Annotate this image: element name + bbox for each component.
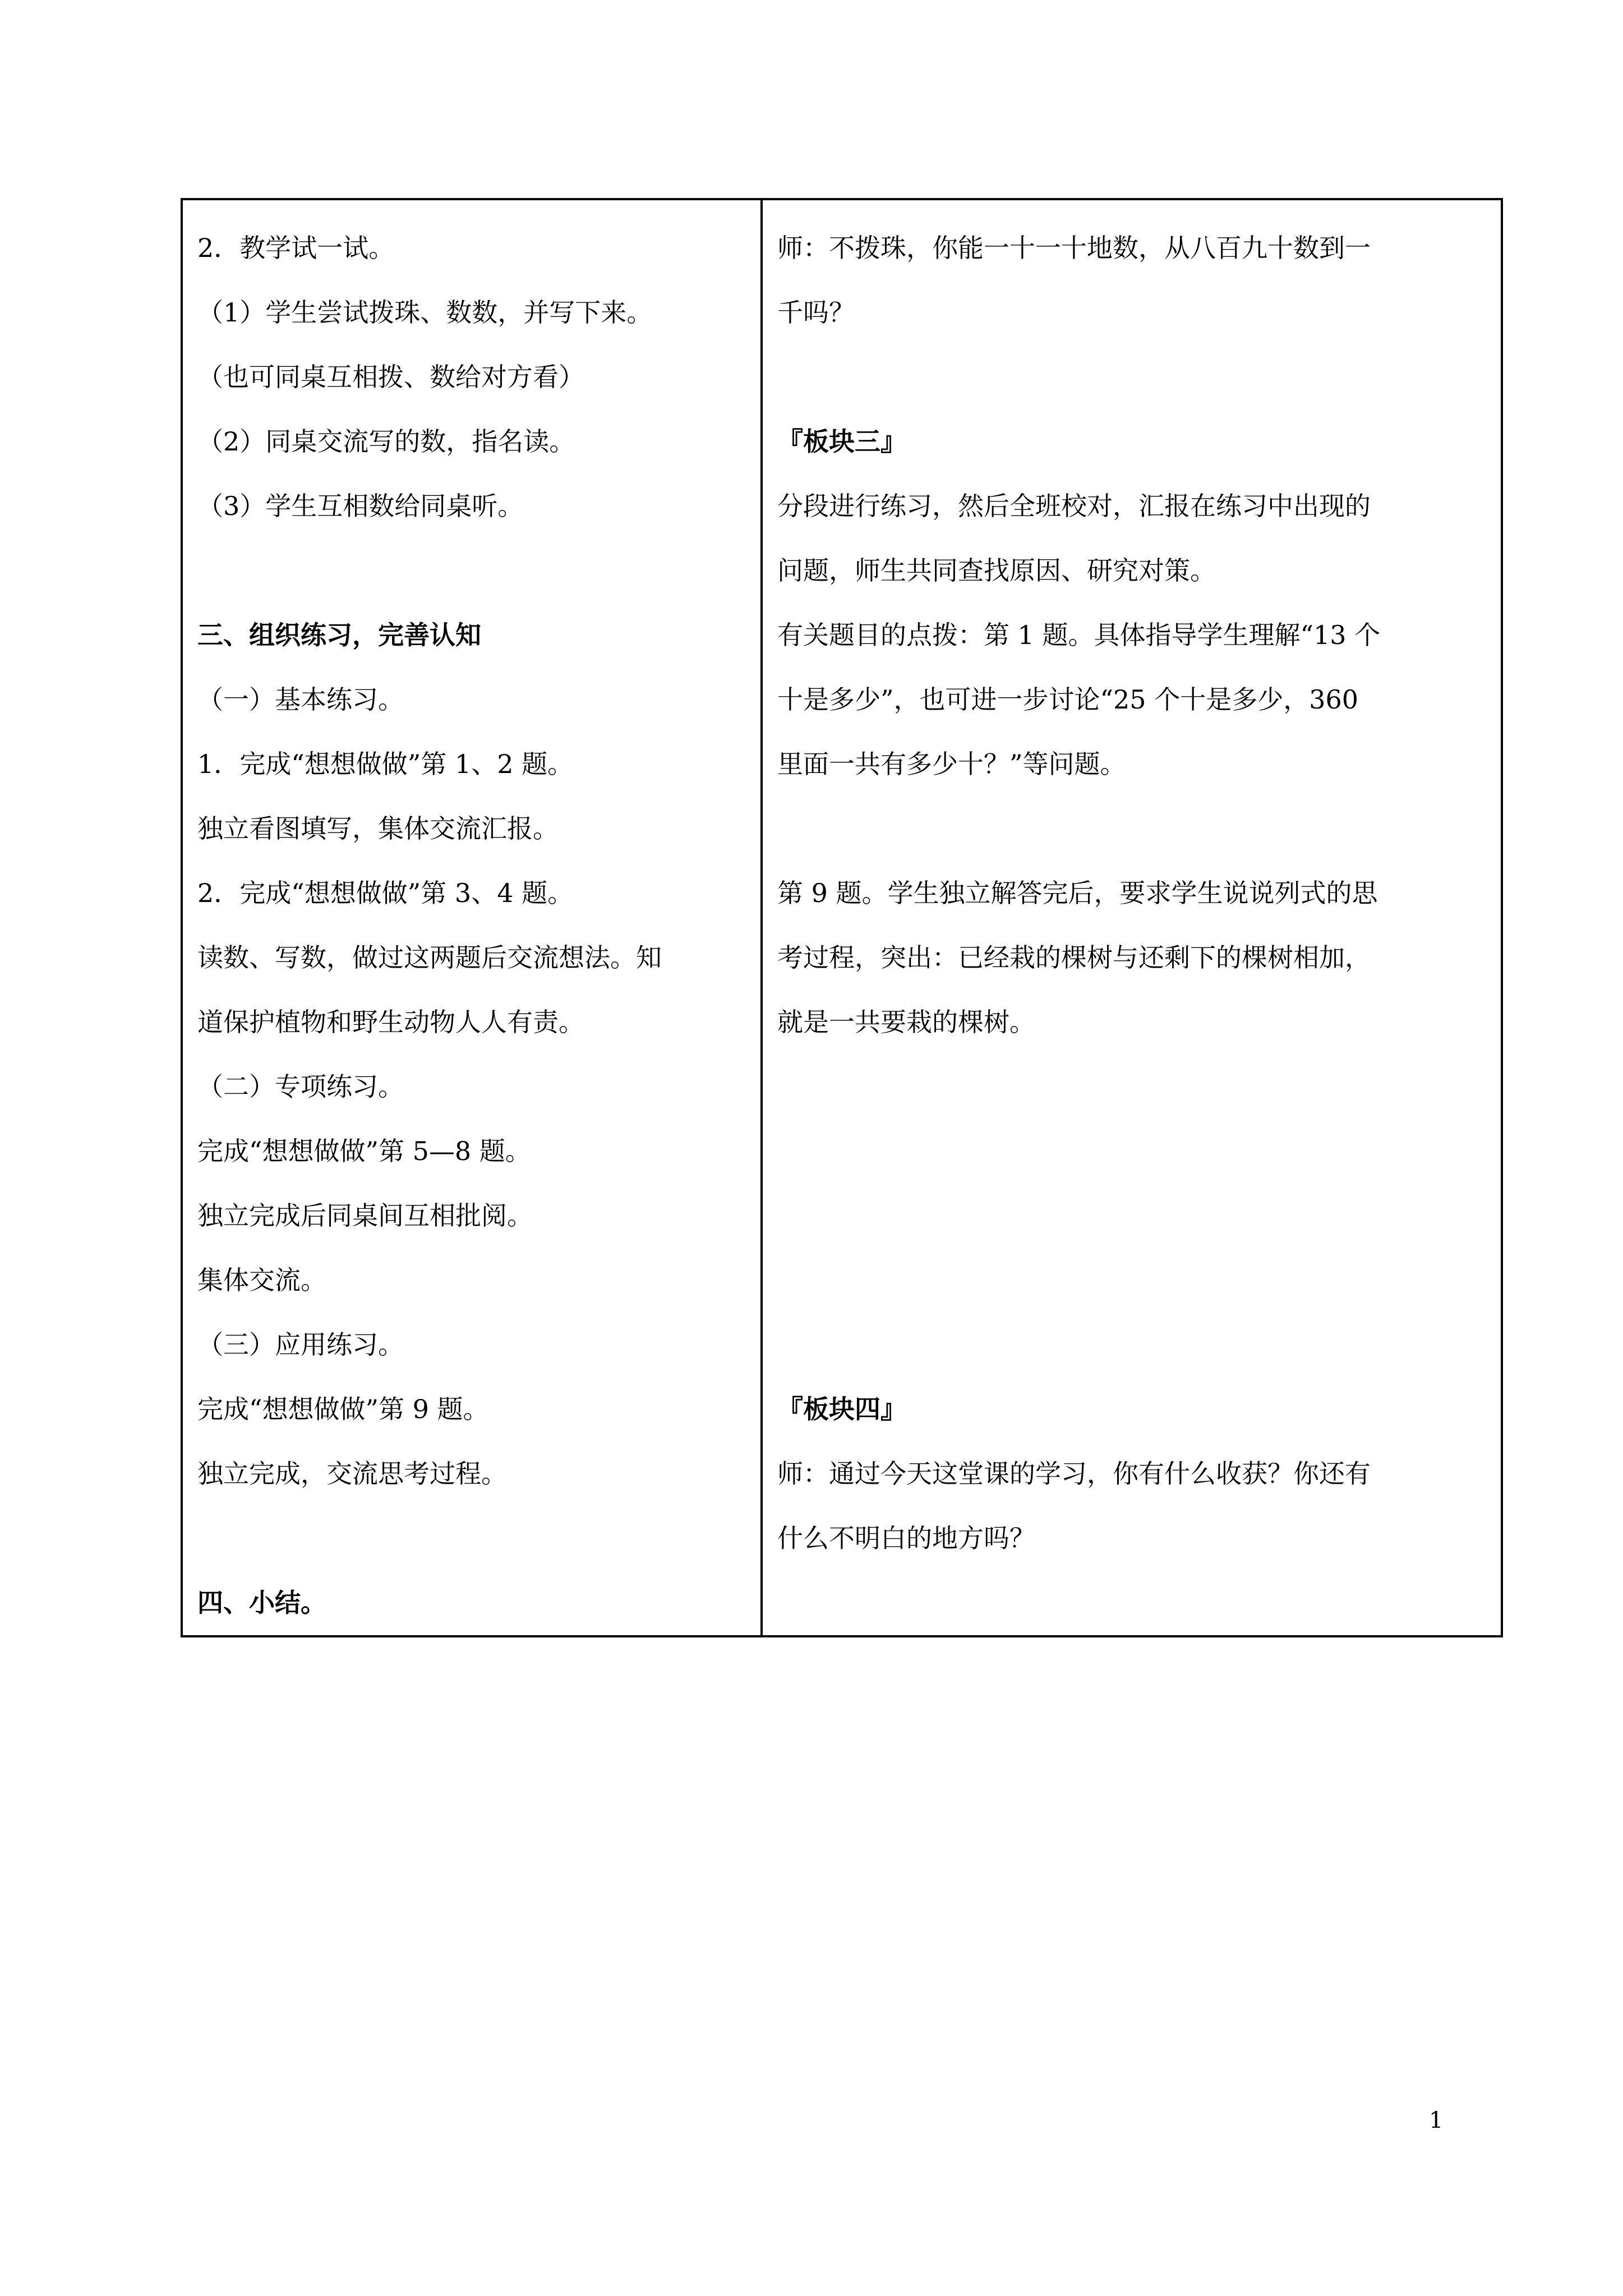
right-column-line: 师：通过今天这堂课的学习，你有什么收获？你还有 [777,1458,1371,1489]
right-column-line: 有关题目的点拨：第 1 题。具体指导学生理解“13 个 [777,620,1381,650]
right-column-heading: 『板块四』 [777,1394,906,1424]
right-column-line: 问题，师生共同查找原因、研究对策。 [777,555,1216,586]
left-column-line: 读数、写数，做过这两题后交流想法。知 [197,942,662,973]
right-column-line: 师：不拨珠，你能一十一十地数，从八百九十数到一 [777,233,1371,263]
right-column-spacer [777,1184,1486,1248]
right-column-line: 第 9 题。学生独立解答完后，要求学生说说列式的思 [777,878,1378,908]
right-column-spacer [777,1248,1486,1313]
left-column-heading: 三、组织练习，完善认知 [197,620,481,650]
left-column-heading: 四、小结。 [197,1588,326,1618]
right-column-line: 千吗？ [777,297,855,328]
left-column-line: （2）同桌交流写的数，指名读。 [197,426,575,457]
right-column-line: 就是一共要栽的棵树。 [777,1007,1035,1037]
left-column-line: 完成“想想做做”第 5—8 题。 [197,1136,531,1166]
left-column-line: （二）专项练习。 [197,1071,404,1102]
page-number: 1 [1429,2108,1444,2133]
left-column-line: 道保护植物和野生动物人人有责。 [197,1007,584,1037]
left-column-line: 集体交流。 [197,1265,326,1295]
left-column-line: 独立完成，交流思考过程。 [197,1458,507,1489]
right-column-heading: 『板块三』 [777,426,906,457]
right-column-spacer [777,797,1486,861]
left-column-line: （也可同桌互相拨、数给对方看） [197,362,584,392]
left-column-line: 独立看图填写，集体交流汇报。 [197,813,559,844]
right-column-spacer [777,1055,1486,1119]
teacher-notes-column [762,199,1502,1636]
right-column-line: 十是多少”，也可进一步讨论“25 个十是多少，360 [777,684,1358,715]
left-column-line: 2．完成“想想做做”第 3、4 题。 [197,878,574,908]
left-column-line: （1）学生尝试拨珠、数数，并写下来。 [197,297,653,328]
left-column-line: 2．教学试一试。 [197,233,395,263]
table-row [182,199,1502,1636]
left-column-line: （3）学生互相数给同桌听。 [197,491,524,521]
right-column-line: 考过程，突出：已经栽的棵树与还剩下的棵树相加， [777,942,1371,973]
left-column-line: 完成“想想做做”第 9 题。 [197,1394,489,1424]
right-column-line: 分段进行练习，然后全班校对，汇报在练习中出现的 [777,491,1371,521]
right-column-spacer [777,1313,1486,1377]
teaching-steps-column [182,199,762,1636]
lesson-plan-table [181,198,1503,1637]
left-column-line: （三）应用练习。 [197,1329,404,1360]
right-column-line: 什么不明白的地方吗？ [777,1523,1035,1553]
left-column-line: 1．完成“想想做做”第 1、2 题。 [197,749,574,779]
left-column-spacer [197,1506,746,1571]
left-column-line: 独立完成后同桌间互相批阅。 [197,1200,533,1231]
right-column-spacer [777,1119,1486,1184]
right-column-spacer [777,345,1486,409]
left-column-spacer [197,539,746,603]
left-column-line: （一）基本练习。 [197,684,404,715]
right-column-line: 里面一共有多少十？”等问题。 [777,749,1126,779]
